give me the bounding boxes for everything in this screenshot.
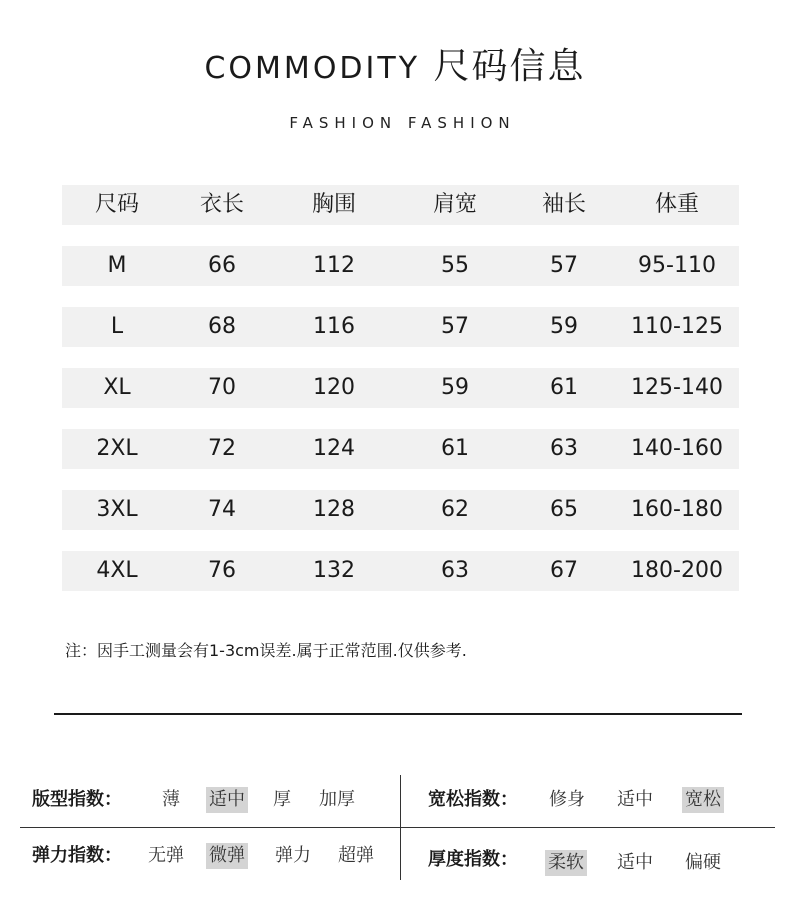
elasticity-index-label: 弹力指数： [32, 845, 122, 866]
measurement-note: 注：因手工测量会有1-3cm误差.属于正常范围.仅供参考. [65, 641, 467, 660]
horizontal-divider [20, 827, 775, 828]
table-row [62, 429, 739, 469]
cell-chest: 116 [313, 314, 355, 339]
thickness-index-label: 厚度指数： [428, 849, 518, 870]
title-chinese: 尺码信息 [433, 46, 586, 87]
cell-size: M [107, 253, 127, 278]
elasticity-option: 超弹 [338, 845, 374, 866]
cell-sleeve: 61 [550, 375, 578, 400]
cell-length: 76 [208, 558, 236, 583]
cell-shoulder: 61 [441, 436, 469, 461]
cell-chest: 128 [313, 497, 355, 522]
elasticity-option: 无弹 [148, 845, 184, 866]
thickness-option-selected: 柔软 [545, 850, 587, 876]
cell-size: L [110, 314, 124, 339]
cell-chest: 112 [313, 253, 355, 278]
cell-weight: 180-200 [631, 558, 723, 583]
cell-chest: 120 [313, 375, 355, 400]
thickness-option: 适中 [617, 852, 653, 873]
cell-size: XL [103, 375, 131, 400]
table-row [62, 368, 739, 408]
fit-index-label: 版型指数： [32, 789, 122, 810]
table-row [62, 307, 739, 347]
cell-sleeve: 63 [550, 436, 578, 461]
looseness-index-label: 宽松指数： [428, 789, 518, 810]
elasticity-option-selected: 微弹 [206, 843, 248, 869]
cell-sleeve: 65 [550, 497, 578, 522]
cell-shoulder: 57 [441, 314, 469, 339]
cell-length: 66 [208, 253, 236, 278]
cell-sleeve: 59 [550, 314, 578, 339]
table-row [62, 246, 739, 286]
cell-weight: 110-125 [631, 314, 723, 339]
cell-weight: 140-160 [631, 436, 723, 461]
looseness-option: 适中 [617, 789, 653, 810]
cell-size: 4XL [96, 558, 138, 583]
column-header: 胸围 [311, 192, 357, 217]
table-header [62, 185, 739, 225]
column-header: 尺码 [94, 192, 140, 217]
cell-weight: 160-180 [631, 497, 723, 522]
column-header: 袖长 [541, 192, 587, 217]
column-header: 体重 [654, 192, 700, 217]
fit-option: 薄 [162, 789, 180, 810]
fit-option: 厚 [273, 789, 291, 810]
cell-length: 68 [208, 314, 236, 339]
column-header: 衣长 [199, 192, 245, 217]
column-header: 肩宽 [432, 192, 478, 217]
cell-length: 74 [208, 497, 236, 522]
cell-length: 72 [208, 436, 236, 461]
divider [54, 713, 742, 715]
looseness-option: 修身 [549, 789, 585, 810]
table-row [62, 551, 739, 591]
fit-option: 加厚 [319, 789, 355, 810]
subtitle: FASHION FASHION [289, 114, 516, 132]
cell-shoulder: 63 [441, 558, 469, 583]
title-english: COMMODITY [204, 51, 421, 86]
cell-sleeve: 67 [550, 558, 578, 583]
looseness-option-selected: 宽松 [682, 787, 724, 813]
cell-chest: 124 [313, 436, 355, 461]
cell-shoulder: 62 [441, 497, 469, 522]
thickness-option: 偏硬 [685, 852, 721, 873]
cell-shoulder: 55 [441, 253, 469, 278]
cell-size: 2XL [96, 436, 138, 461]
cell-length: 70 [208, 375, 236, 400]
elasticity-option: 弹力 [275, 845, 311, 866]
cell-sleeve: 57 [550, 253, 578, 278]
cell-chest: 132 [313, 558, 355, 583]
fit-option-selected: 适中 [206, 787, 248, 813]
cell-size: 3XL [96, 497, 138, 522]
table-row [62, 490, 739, 530]
page-title [0, 38, 790, 89]
cell-weight: 125-140 [631, 375, 723, 400]
cell-shoulder: 59 [441, 375, 469, 400]
cell-weight: 95-110 [638, 253, 716, 278]
